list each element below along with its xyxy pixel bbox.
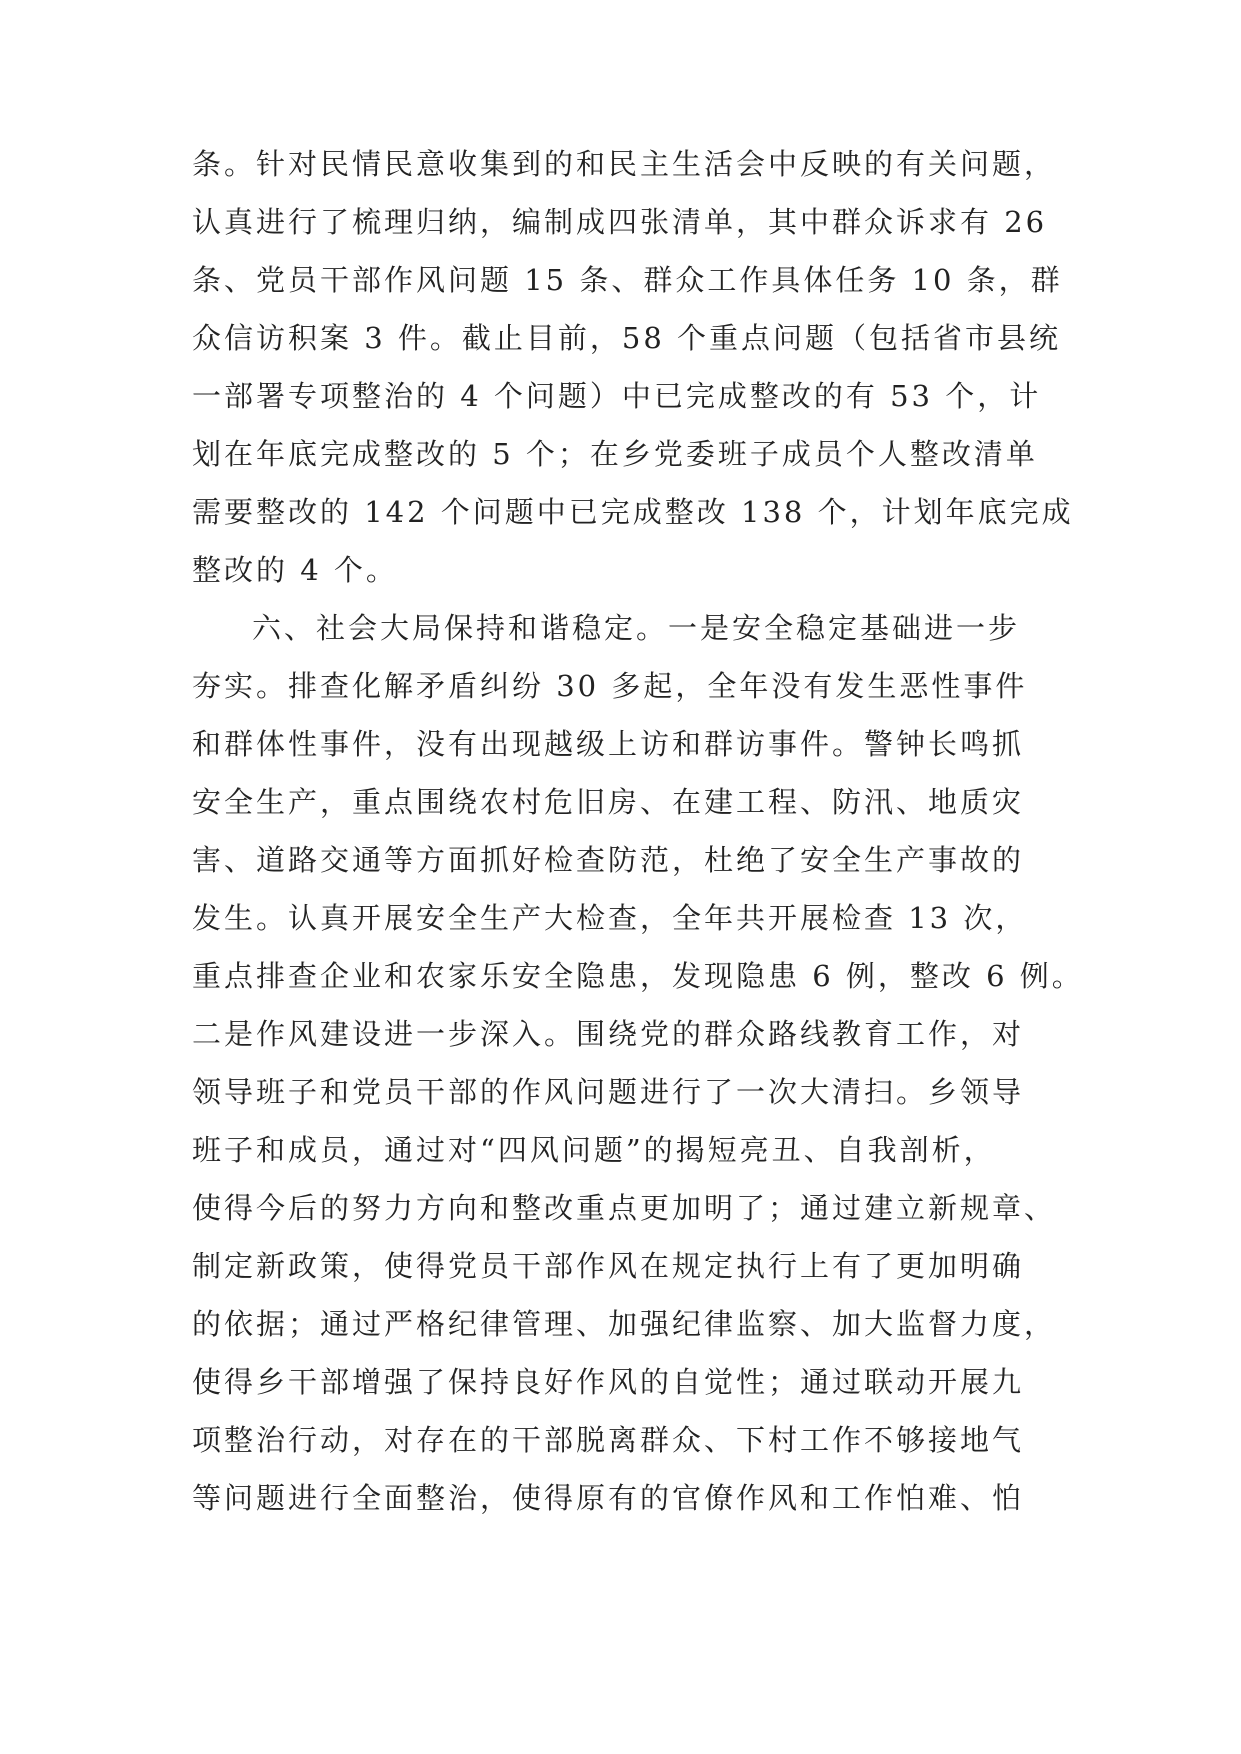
text-line: 和群体性事件，没有出现越级上访和群访事件。警钟长鸣抓: [192, 727, 1025, 761]
text-line: 条、党员干部作风问题 15 条、群众工作具体任务 10 条，群: [192, 263, 1063, 297]
text-line: 一部署专项整治的 4 个问题）中已完成整改的有 53 个，计: [192, 379, 1042, 413]
text-line: 二是作风建设进一步深入。围绕党的群众路线教育工作，对: [192, 1017, 1025, 1051]
text-line: 领导班子和党员干部的作风问题进行了一次大清扫。乡领导: [192, 1075, 1025, 1109]
text-line: 等问题进行全面整治，使得原有的官僚作风和工作怕难、怕: [192, 1481, 1025, 1515]
text-line: 使得今后的努力方向和整改重点更加明了；通过建立新规章、: [192, 1191, 1057, 1225]
text-line: 发生。认真开展安全生产大检查，全年共开展检查 13 次，: [192, 901, 1028, 935]
text-line: 的依据；通过严格纪律管理、加强纪律监察、加大监督力度，: [192, 1307, 1057, 1341]
text-line: 重点排查企业和农家乐安全隐患，发现隐患 6 例，整改 6 例。: [192, 959, 1084, 993]
paragraph-start-line: 六、社会大局保持和谐稳定。一是安全稳定基础进一步: [252, 611, 1021, 645]
text-line: 需要整改的 142 个问题中已完成整改 138 个，计划年底完成: [192, 495, 1074, 529]
text-line: 使得乡干部增强了保持良好作风的自觉性；通过联动开展九: [192, 1365, 1025, 1399]
text-line: 夯实。排查化解矛盾纠纷 30 多起，全年没有发生恶性事件: [192, 669, 1028, 703]
text-line: 项整治行动，对存在的干部脱离群众、下村工作不够接地气: [192, 1423, 1025, 1457]
text-line: 安全生产，重点围绕农村危旧房、在建工程、防汛、地质灾: [192, 785, 1025, 819]
text-line: 班子和成员，通过对“四风问题”的揭短亮丑、自我剖析，: [192, 1133, 996, 1167]
text-line: 整改的 4 个。: [192, 553, 398, 587]
text-line: 众信访积案 3 件。截止目前，58 个重点问题（包括省市县统: [192, 321, 1062, 355]
text-line: 认真进行了梳理归纳，编制成四张清单，其中群众诉求有 26: [192, 205, 1048, 239]
text-line: 制定新政策，使得党员干部作风在规定执行上有了更加明确: [192, 1249, 1025, 1283]
text-line: 划在年底完成整改的 5 个；在乡党委班子成员个人整改清单: [192, 437, 1038, 471]
text-line: 条。针对民情民意收集到的和民主生活会中反映的有关问题，: [192, 147, 1057, 181]
text-line: 害、道路交通等方面抓好检查防范，杜绝了安全生产事故的: [192, 843, 1025, 877]
